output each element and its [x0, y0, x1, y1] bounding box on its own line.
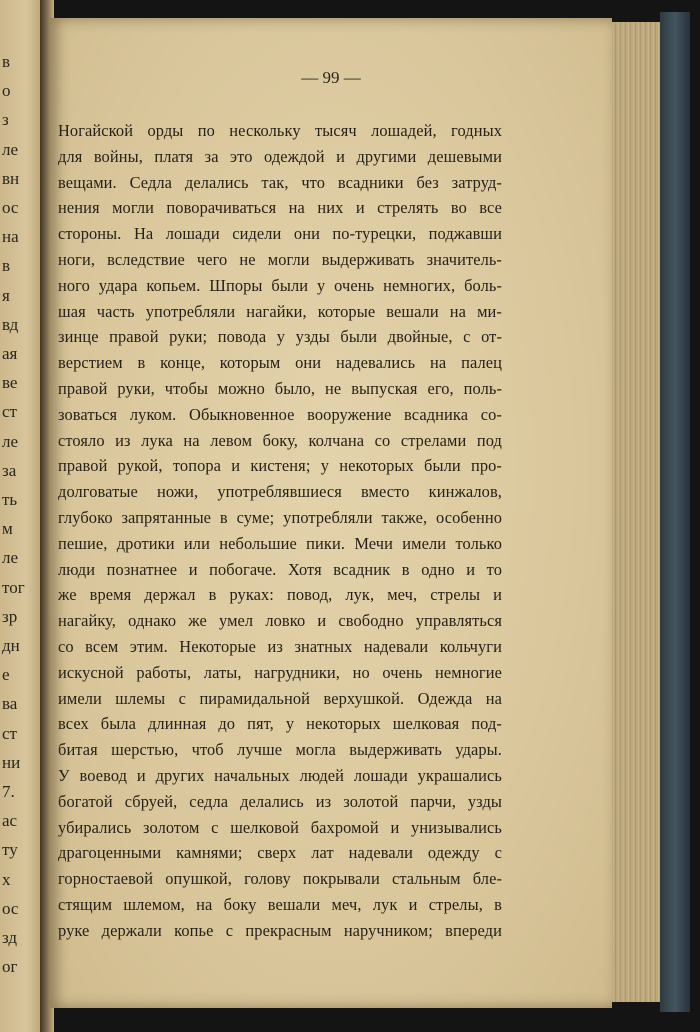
text-line: же время держал в руках: повод, лук, меч, стрелы и — [58, 585, 502, 605]
left-page-fragment: ва — [2, 694, 18, 714]
text-line: глубоко запрятанные в суме; употребляли также, особенно — [58, 507, 502, 527]
left-page-fragment: ая — [2, 344, 18, 363]
left-page-fragment: тог — [2, 577, 25, 597]
text-line: горностаевой опушкой, голову покрывали стальным бле- — [58, 869, 502, 889]
left-page-fragment: ле — [2, 548, 19, 568]
text-line: убирались золотом с шелковой бахромой и унизывались — [58, 817, 502, 837]
text-line: со всем этим. Некоторые из знатных надевали кольчуги — [58, 636, 502, 656]
left-page-fragment: ос — [2, 898, 19, 918]
left-page-fragment: ст — [2, 723, 17, 743]
left-page-fragment: я — [2, 285, 10, 305]
left-page-fragment: на — [2, 227, 19, 247]
page-edges — [612, 22, 662, 1002]
text-line: правой рукой, топора и кистеня; у некоторых были про- — [58, 456, 502, 476]
left-page-fragment: ог — [2, 957, 18, 977]
text-line: ноги, вследствие чего не могли выдерживать значитель- — [58, 249, 502, 269]
text-line: вещами. Седла делались так, что всадники без затруд- — [58, 172, 502, 192]
left-page-fragment: ни — [2, 752, 21, 772]
left-page-fragment: ве — [2, 373, 18, 393]
left-page-fragment: ть — [2, 490, 18, 509]
left-page-fragment: 7. — [2, 782, 15, 801]
left-page — [0, 0, 44, 1032]
left-page-fragment: ту — [2, 840, 18, 860]
text-line: драгоценными камнями; сверх лат надевали одежду с — [58, 843, 502, 863]
left-page-fragment: вд — [2, 314, 19, 334]
left-page-fragment: е — [2, 665, 10, 685]
left-page-fragment: ос — [2, 198, 19, 217]
left-page-fragment: ле — [2, 431, 19, 451]
text-line: для войны, платя за это одеждой и другими дешевыми — [58, 146, 502, 166]
text-line: стояло из лука на левом боку, колчана со стрелами под — [58, 430, 502, 450]
left-page-fragment: в — [2, 256, 11, 276]
text-line: долговатые ножи, употреблявшиеся вместо кинжалов, — [58, 482, 502, 502]
left-page-fragment: х — [2, 869, 11, 889]
text-line: нения могли поворачиваться на них и стрелять во все — [58, 198, 502, 218]
text-line: руке держали копье с прекрасным наручником; впереди — [58, 920, 502, 940]
text-line: пешие, дротики или небольшие пики. Мечи имели только — [58, 533, 502, 553]
text-line: ного удара копьем. Шпоры были у очень немногих, боль- — [58, 275, 502, 295]
left-page-fragment: ст — [2, 402, 17, 422]
left-page-fragment: дн — [2, 636, 20, 655]
left-page-fragment: м — [2, 519, 13, 539]
left-page-fragment: о — [2, 81, 11, 101]
text-line: шая часть употребляли нагайки, которые вешали на ми- — [58, 301, 502, 321]
text-line: зоваться луком. Обыкновенное вооружение всадника со- — [58, 404, 502, 424]
text-line: У воевод и других начальных людей лошади украшались — [58, 765, 502, 785]
text-line: стящим шлемом, на боку вешали меч, лук и стрелы, в — [58, 894, 502, 914]
left-page-fragment: зр — [2, 606, 18, 626]
left-page-fragment: ле — [2, 139, 19, 159]
text-line: имели шлемы с пирамидальной верхушкой. Одежда на — [58, 688, 502, 708]
text-line: Ногайской орды по нескольку тысяч лошадей, годных — [58, 121, 502, 140]
book-cover — [660, 12, 690, 1012]
left-page-fragment: з — [2, 110, 9, 130]
text-line: зинце правой руки; повода у узды были двойные, с от- — [58, 327, 502, 347]
page-body-text — [58, 118, 502, 944]
left-page-fragment: зд — [2, 928, 18, 947]
text-line: битая шерстью, чтоб лучше могла выдерживать удары. — [58, 740, 502, 760]
left-page-fragment: ас — [2, 811, 18, 831]
text-line: богатой сбруей, седла делались из золотой парчи, узды — [58, 791, 502, 811]
text-line: искусной работы, латы, нагрудники, но очень немногие — [58, 662, 502, 682]
text-line: стороны. На лошади сидели они по-турецки, поджавши — [58, 224, 502, 244]
text-line: нагайку, однако же умел ловко и свободно управляться — [58, 611, 502, 631]
left-page-fragment: вн — [2, 168, 20, 188]
left-page-fragment: за — [2, 460, 17, 480]
text-line: верстием в конце, которым они надевались на палец — [58, 353, 502, 373]
text-line: правой руки, чтобы можно было, не выпуская его, поль- — [58, 378, 502, 398]
text-line: всех была длинная до пят, у некоторых шелковая под- — [58, 714, 502, 734]
text-line: люди познатнее и побогаче. Хотя всадник в одно и то — [58, 559, 502, 579]
left-page-fragment: в — [2, 52, 11, 71]
page-number: — 99 — — [301, 68, 361, 87]
